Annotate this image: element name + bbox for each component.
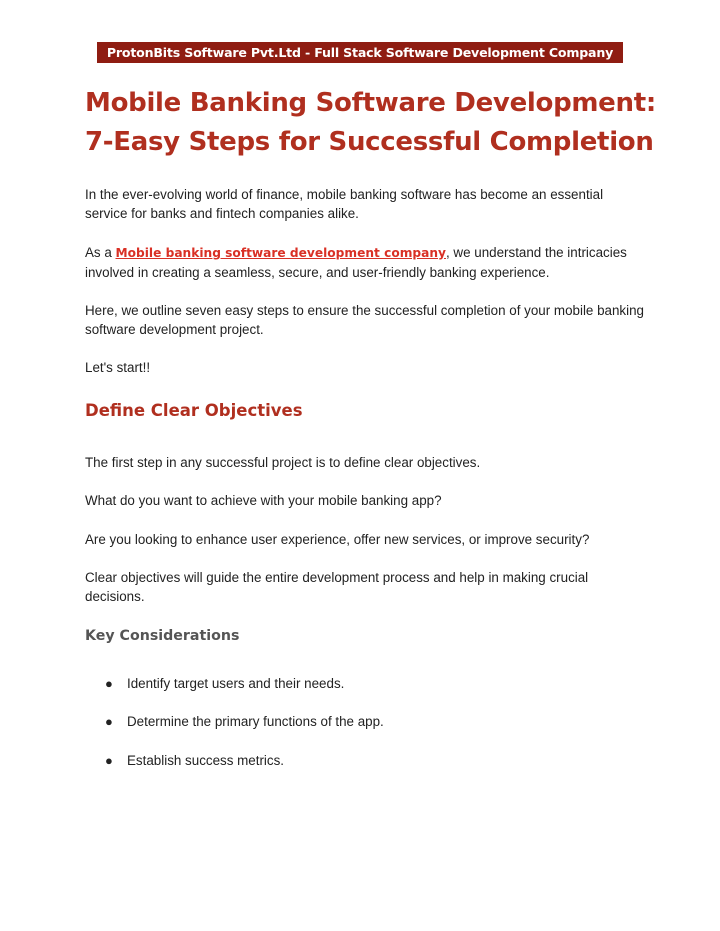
company-banner: ProtonBits Software Pvt.Ltd - Full Stack Software Development Company [97,42,623,63]
company-link[interactable]: Mobile banking software development company [115,246,446,260]
intro-paragraph-2-prefix: As a [85,245,116,260]
bullet-icon: ● [105,676,113,691]
section-paragraph-2: What do you want to achieve with your mobile banking app? [85,493,442,508]
section-paragraph-1: The first step in any successful project is to define clear objectives. [85,455,481,470]
section-paragraph-4: Clear objectives will guide the entire development process and help in making crucial decisions. [85,570,589,604]
section-heading: Define Clear Objectives [85,401,303,420]
intro-paragraph-2-suffix: , we understand the intricacies involved in creating a seamless, secure, and user-friendly banking experience. [85,245,627,280]
intro-paragraph-3: Here, we outline seven easy steps to ensure the successful completion of your mobile banking software development project. [85,303,644,337]
list-item-text: Identify target users and their needs. [127,676,345,691]
list-item-text: Determine the primary functions of the app. [127,714,384,729]
page-title [85,84,685,162]
intro-paragraph-2 [85,243,645,282]
intro-paragraph-1: In the ever-evolving world of finance, mobile banking software has become an essential service for banks and fintech companies alike. [85,187,604,221]
section-paragraph-3: Are you looking to enhance user experience, offer new services, or improve security? [85,532,590,547]
bullet-icon: ● [105,714,113,729]
page-title-line-2: 7-Easy Steps for Successful Completion [85,127,654,157]
intro-paragraph-4: Let's start!! [85,360,151,375]
list-item-text: Establish success metrics. [127,753,285,768]
subsection-heading: Key Considerations [85,628,240,644]
bullet-icon: ● [105,753,113,768]
page-title-line-1: Mobile Banking Software Development: [85,88,656,118]
